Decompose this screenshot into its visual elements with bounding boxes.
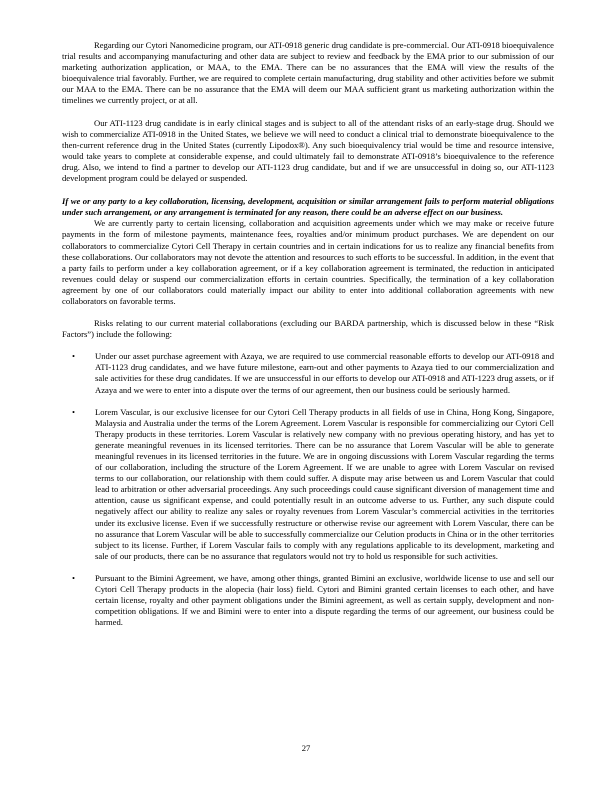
bullet-icon: •: [72, 572, 76, 583]
bullet-text-azaya: Under our asset purchase agreement with Azaya, we are required to use commercial reasonable efforts to develop our ATI-0918 and ATI-1123 drug candidates, and we have future milestone, earn-out and other payments to Azaya tied to our commercialization and sale activities for these drug candidates. If we are unsuccessful in our efforts to develop our ATI-0918 and ATI-1223 drug assets, or if Azaya and we were to enter into a dispute over the terms of our agreement, then our business could be seriously harmed.: [95, 351, 554, 395]
paragraph-nanomedicine: Regarding our Cytori Nanomedicine program, our ATI-0918 generic drug candidate is pre-commercial. Our ATI-0918 bioequivalence trial results and accompanying manufacturing and other data are subject to review and feedback by the EMA prior to our submission of our marketing authorization application, or MAA, to the EMA. There can be no assurances that the EMA will view the results of the bioequivalence trial favorably. Further, we are required to complete certain manufacturing, drug stability and other activities before we submit our MAA to the EMA. There can be no assurance that the EMA will deem our MAA sufficient grant us marketing authorization within the timelines we currently project, or at all.: [62, 40, 554, 106]
bullet-text-lorem-vascular: Lorem Vascular, is our exclusive licensee for our Cytori Cell Therapy products in all fields of use in China, Hong Kong, Singapore, Malaysia and Australia under the terms of the Lorem Agreement. Lorem Vascular is responsible for commercializing our Cytori Cell Therapy products in these territories. Lorem Vascular is relatively new company with no previous operating history, and has yet to generate meaningful revenues in its licensed territories. There can be no assurance that Lorem Vascular will be able to generate meaningful revenues in its licensed territories in the future. We are in ongoing discussions with Lorem Vascular regarding the terms of our collaboration, including the structure of the Lorem Agreement. If we are unable to agree with Lorem Vascular on revised terms to our collaboration, our relationship with them could suffer. A dispute may arise between us and Lorem Vascular that could lead to arbitration or other adversarial proceedings. Any such proceedings could cause significant diversion of management time and attention, cause us significant expense, and could potentially result in an outcome adverse to us. Further, any such dispute could negatively affect our ability to realize any sales or royalty revenues from Lorem Vascular’s commercial activities in the territories under its exclusive license. Even if we successfully restructure or otherwise revise our agreement with Lorem Vascular, there can be no assurance that Lorem Vascular will be able to successfully commercialize our Celution products in China or in the other territories subject to its license. Further, if Lorem Vascular fails to comply with any regulations applicable to its development, marketing and sale of our products, there can be no assurance that regulators would not try to hold us responsible for such activities.: [95, 406, 554, 561]
page-body: [62, 40, 554, 639]
list-item: [62, 351, 554, 395]
page-number: 27: [301, 743, 311, 753]
paragraph-ati-1123: Our ATI-1123 drug candidate is in early clinical stages and is subject to all of the attendant risks of an early-stage drug. Should we wish to commercialize ATI-0918 in the United States, we believe we will need to conduct a clinical trial to demonstrate bioequivalence to the then-current reference drug in the United States (currently Lipodox®). Any such bioequivalency trial would be time and resource intensive, would take years to complete at considerable expense, and could ultimately fail to demonstrate ATI-0918’s bioequivalence to the reference drug. Also, we intend to find a partner to develop our ATI-1123 drug candidate, but and if we are unsuccessful in doing so, our ATI-1123 development program could be delayed or suspended.: [62, 117, 554, 184]
paragraph-collaborations: We are currently party to certain licensing, collaboration and acquisition agreements under which we may make or receive future payments in the form of milestone payments, maintenance fees, royalties and/or minimum product purchases. We are dependent on our collaborators to commercialize Cytori Cell Therapy in certain countries and in certain indications for us to realize any financial benefits from these collaborations. Our collaborators may not devote the attention and resources to such efforts to be successful. In addition, in the event that a party fails to perform under a key collaboration agreement, or if a key collaboration agreement is terminated, the reduction in anticipated revenues could delay or suspend our commercialization efforts in certain countries. Specifically, the termination of a key collaboration agreement by one of our collaborators could materially impact our ability to enter into additional collaboration agreements with new collaborators on favorable terms.: [62, 218, 554, 306]
list-item: [62, 407, 554, 562]
risk-bullet-list: [62, 351, 554, 628]
bullet-icon: •: [72, 351, 76, 362]
paragraph-risks-intro: Risks relating to our current material collaborations (excluding our BARDA partnership, which is discussed below in these “Risk Factors”) include the following:: [62, 318, 554, 340]
bullet-icon: •: [72, 406, 76, 417]
bullet-text-bimini: Pursuant to the Bimini Agreement, we have, among other things, granted Bimini an exclusive, worldwide license to use and sell our Cytori Cell Therapy products in the alopecia (hair loss) field. Cytori and Bimini granted certain licenses to each other, and have certain license, royalty and other payment obligations under the Bimini agreement, as well as certain supply, development and non-competition obligations. If we and Bimini were to enter into a dispute regarding the terms of our agreement, our business could be harmed.: [95, 572, 554, 628]
list-item: [62, 573, 554, 628]
risk-heading: If we or any party to a key collaboration, licensing, development, acquisition or similar arrangement fails to perform material obligations under such arrangement, or any arrangement is terminated for any reason, there could be an adverse effect on our business.: [62, 196, 554, 218]
